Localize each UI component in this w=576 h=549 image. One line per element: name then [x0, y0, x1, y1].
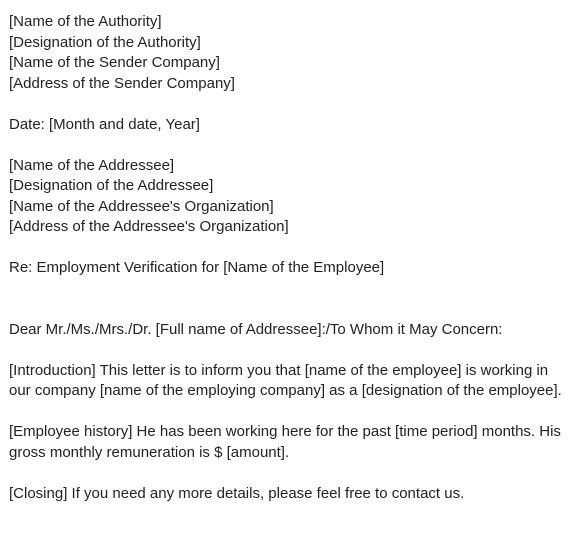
subject-line: Re: Employment Verification for [Name of the Employee] [9, 259, 385, 276]
sender-authority-designation: [Designation of the Authority] [9, 33, 201, 51]
addressee-organization-name: [Name of the Addressee's Organization] [9, 197, 274, 215]
sender-block [9, 12, 573, 94]
sender-company-name: [Name of the Sender Company] [9, 54, 220, 71]
addressee-block [9, 156, 573, 238]
date-line: Date: [Month and date, Year] [9, 115, 200, 133]
introduction-paragraph: [Introduction] This letter is to inform you that [name of the employee] is working in our company [name of the employing company] as a [designation of the employee]. [9, 361, 562, 399]
sender-company-address: [Address of the Sender Company] [9, 74, 235, 92]
addressee-designation: [Designation of the Addressee] [9, 177, 214, 194]
letter-document [9, 12, 573, 504]
addressee-organization-address: [Address of the Addressee's Organization] [9, 218, 289, 235]
addressee-name: [Name of the Addressee] [9, 156, 175, 174]
salutation: Dear Mr./Ms./Mrs./Dr. [Full name of Addressee]:/To Whom it May Concern: [9, 320, 503, 338]
sender-authority-name: [Name of the Authority] [9, 13, 162, 30]
employee-history-paragraph: [Employee history] He has been working here for the past [time period] months. His gross monthly remuneration is $ [amount]. [9, 423, 561, 461]
closing-paragraph: [Closing] If you need any more details, please feel free to contact us. [9, 484, 465, 502]
